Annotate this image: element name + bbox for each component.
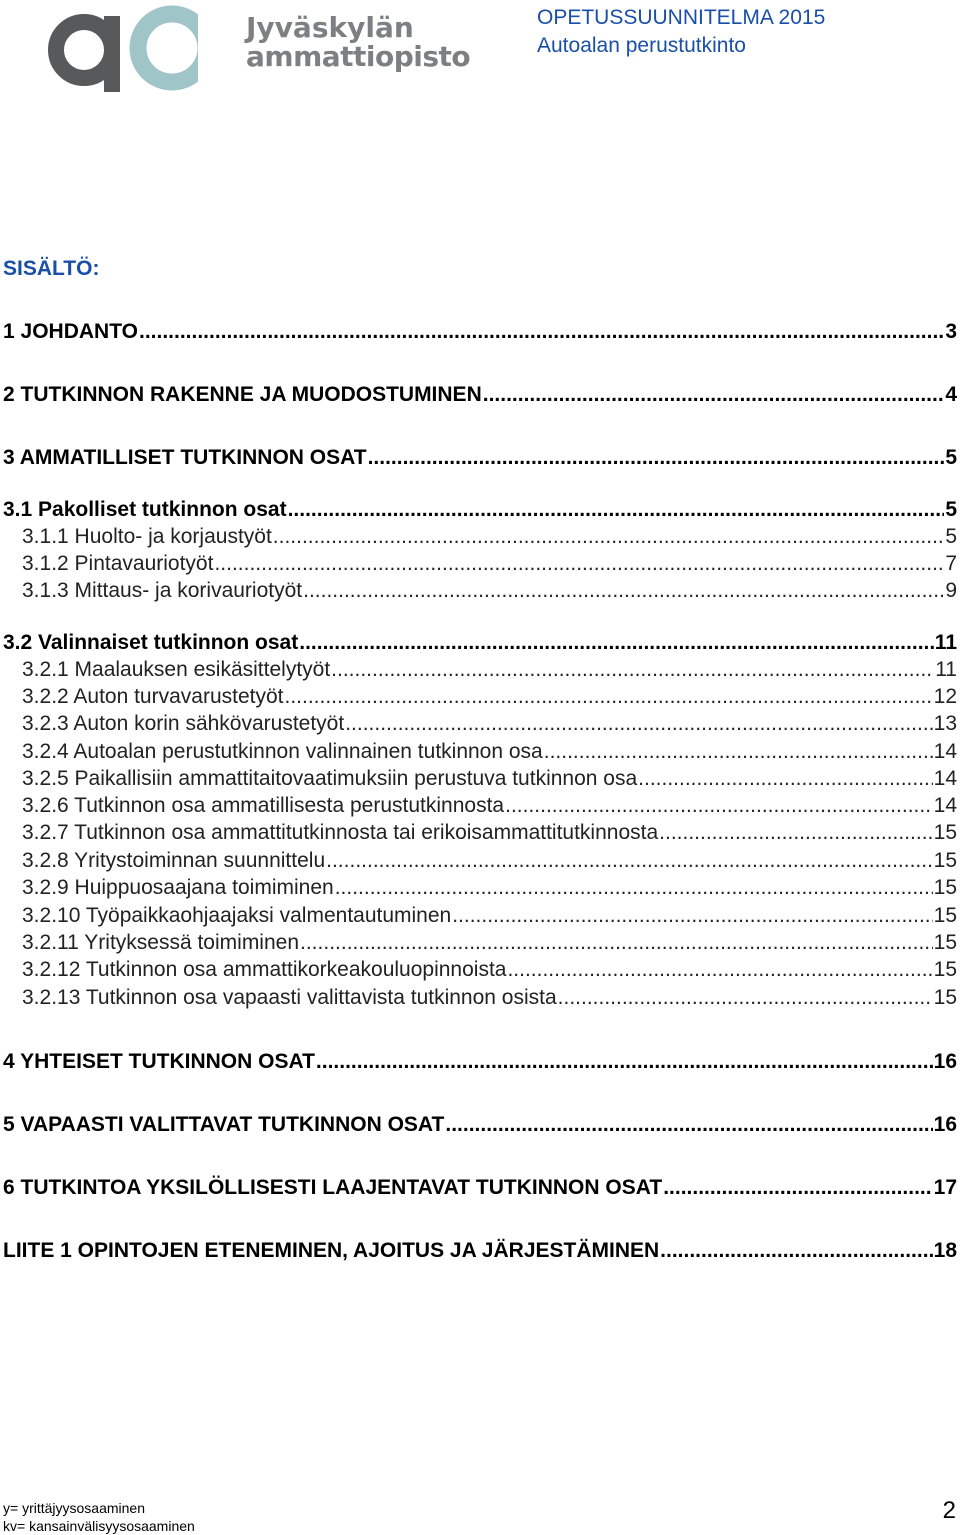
toc-entry-yritystoiminnan-suunnittelu[interactable] (22, 849, 957, 873)
toc-entry-label: 3.1 Pakolliset tutkinnon osat (3, 498, 287, 521)
toc-leader-dots (299, 631, 934, 655)
toc-leader-dots (505, 794, 933, 818)
toc-entry-page: 4 (945, 383, 957, 406)
footer-abbreviations (3, 1499, 195, 1535)
toc-entry-sahkovarustetyot[interactable] (22, 712, 957, 736)
toc-entry-label: 3.2.13 Tutkinnon osa vapaasti valittavista tutkinnon osista (22, 986, 557, 1009)
toc-entry-page: 16 (933, 1050, 957, 1073)
toc-entry-page: 17 (933, 1176, 957, 1199)
toc-entry-valinnaiset[interactable] (3, 631, 957, 655)
toc-leader-dots (300, 931, 933, 955)
toc-entry-yhteiset[interactable] (3, 1050, 957, 1074)
toc-entry-label: 2 TUTKINNON RAKENNE JA MUODOSTUMINEN (3, 383, 482, 406)
toc-entry-label: 3.2.5 Paikallisiin ammattitaitovaatimuksiin perustuva tutkinnon osa (22, 767, 638, 790)
toc-entry-vapaasti-valittavat[interactable] (3, 1113, 957, 1137)
toc-entry-page: 14 (933, 740, 957, 763)
document-header (537, 4, 825, 60)
toc-entry-page: 15 (933, 876, 957, 899)
logo-wordmark (246, 11, 471, 73)
toc-entry-label: 3.2.7 Tutkinnon osa ammattitutkinnosta tai erikoisammattitutkinnosta (22, 821, 659, 844)
toc-leader-dots (326, 849, 933, 873)
toc-entry-yksilollisesti-laajentavat[interactable] (3, 1176, 957, 1200)
toc-entry-label: 3.2 Valinnaiset tutkinnon osat (3, 631, 299, 654)
toc-entry-label: 3.2.10 Työpaikkaohjaajaksi valmentautuminen (22, 904, 452, 927)
toc-leader-dots (659, 821, 932, 845)
toc-entry-huolto[interactable] (22, 525, 957, 549)
logo-name-line1: Jyväskylän (246, 11, 414, 44)
jyvaskylan-ammattiopisto-logo (48, 0, 471, 100)
toc-entry-page: 5 (945, 525, 957, 548)
toc-entry-ammattikorkeakoulu[interactable] (22, 958, 957, 982)
toc-leader-dots (335, 876, 933, 900)
toc-leader-dots (544, 740, 933, 764)
toc-entry-pintavauriotyot[interactable] (22, 552, 957, 576)
toc-leader-dots (288, 498, 945, 522)
toc-entry-page: 15 (933, 986, 957, 1009)
toc-entry-page: 14 (933, 794, 957, 817)
toc-entry-ammatillisesta[interactable] (22, 794, 957, 818)
toc-leader-dots (445, 1113, 932, 1137)
toc-leader-dots (285, 685, 933, 709)
toc-entry-liite-1[interactable] (3, 1239, 957, 1263)
toc-entry-page: 11 (934, 631, 957, 654)
toc-entry-johdanto[interactable] (3, 320, 957, 344)
toc-entry-label: 3.2.9 Huippuosaajana toimiminen (22, 876, 334, 899)
toc-entry-page: 16 (933, 1113, 957, 1136)
toc-entry-valinnainen-tutkinnon-osa[interactable] (22, 740, 957, 764)
toc-entry-page: 11 (935, 658, 957, 681)
toc-entry-label: 3.1.3 Mittaus- ja korivauriotyöt (22, 579, 303, 602)
toc-entry-page: 3 (945, 320, 957, 343)
toc-leader-dots (638, 767, 932, 791)
ao-logo-mark (48, 0, 198, 100)
toc-entry-tyopaikkaohjaajaksi[interactable] (22, 904, 957, 928)
toc-entry-page: 14 (933, 767, 957, 790)
toc-entry-yrityksessa-toimiminen[interactable] (22, 931, 957, 955)
footer-note-kv: kv= kansainvälisyysosaaminen (3, 1518, 195, 1534)
toc-entry-pakolliset[interactable] (3, 498, 957, 522)
document-title: OPETUSSUUNNITELMA 2015 (537, 6, 826, 29)
toc-leader-dots (483, 383, 945, 407)
toc-leader-dots (303, 579, 944, 603)
toc-entry-page: 18 (933, 1239, 957, 1262)
toc-entry-vapaasti-valittavista[interactable] (22, 986, 957, 1010)
toc-entry-label: 6 TUTKINTOA YKSILÖLLISESTI LAAJENTAVAT TUTKINNON OSAT (3, 1176, 663, 1199)
toc-entry-page: 9 (945, 579, 957, 602)
toc-leader-dots (368, 446, 945, 470)
toc-entry-page: 7 (945, 552, 957, 575)
toc-entry-label: 3.2.11 Yrityksessä toimiminen (22, 931, 300, 954)
toc-leader-dots (663, 1176, 932, 1200)
toc-entry-page: 5 (945, 446, 957, 469)
page-number: 2 (942, 1497, 956, 1524)
toc-entry-label: 3.2.4 Autoalan perustutkinnon valinnainen tutkinnon osa (22, 740, 543, 763)
toc-entry-turvavarustetyot[interactable] (22, 685, 957, 709)
toc-entry-paikallisiin[interactable] (22, 767, 957, 791)
toc-entry-page: 15 (933, 958, 957, 981)
toc-entry-page: 15 (933, 849, 957, 872)
toc-leader-dots (452, 904, 932, 928)
logo-name-line2: ammattiopisto (246, 39, 471, 73)
toc-entry-label: 5 VAPAASTI VALITTAVAT TUTKINNON OSAT (3, 1113, 445, 1136)
toc-entry-label: 3.2.3 Auton korin sähkövarustetyöt (22, 712, 345, 735)
toc-leader-dots (139, 320, 944, 344)
toc-entry-label: LIITE 1 OPINTOJEN ETENEMINEN, AJOITUS JA JÄRJESTÄMINEN (3, 1239, 660, 1262)
toc-heading: SISÄLTÖ: (3, 257, 100, 280)
toc-entry-label: 3.2.1 Maalauksen esikäsittelytyöt (22, 658, 331, 681)
toc-entry-label: 3.2.8 Yritystoiminnan suunnittelu (22, 849, 326, 872)
toc-leader-dots (558, 986, 933, 1010)
toc-leader-dots (660, 1239, 932, 1263)
toc-entry-huippuosaajana[interactable] (22, 876, 957, 900)
toc-entry-label: 4 YHTEISET TUTKINNON OSAT (3, 1050, 315, 1073)
toc-leader-dots (214, 552, 944, 576)
toc-entry-tutkinnon-rakenne[interactable] (3, 383, 957, 407)
toc-leader-dots (507, 958, 932, 982)
toc-entry-page: 15 (933, 931, 957, 954)
toc-entry-page: 12 (933, 685, 957, 708)
toc-entry-label: 3 AMMATILLISET TUTKINNON OSAT (3, 446, 367, 469)
toc-leader-dots (273, 525, 945, 549)
document-subtitle: Autoalan perustutkinto (537, 34, 746, 57)
toc-leader-dots (345, 712, 932, 736)
toc-entry-page: 15 (933, 821, 957, 844)
toc-entry-maalauksen-esikasittely[interactable] (22, 658, 957, 682)
toc-entry-label: 3.2.12 Tutkinnon osa ammattikorkeakouluopinnoista (22, 958, 507, 981)
toc-leader-dots (316, 1050, 933, 1074)
toc-entry-label: 3.2.2 Auton turvavarustetyöt (22, 685, 284, 708)
toc-entry-mittaus[interactable] (22, 579, 957, 603)
toc-entry-ammatilliset-tutkinnon-osat[interactable] (3, 446, 957, 470)
footer-note-y: y= yrittäjyysosaaminen (3, 1500, 146, 1516)
toc-entry-label: 1 JOHDANTO (3, 320, 138, 343)
toc-leader-dots (331, 658, 934, 682)
toc-entry-page: 5 (945, 498, 957, 521)
toc-entry-label: 3.1.2 Pintavauriotyöt (22, 552, 214, 575)
toc-entry-page: 13 (933, 712, 957, 735)
toc-entry-ammattitutkinnosta[interactable] (22, 821, 957, 845)
toc-entry-label: 3.2.6 Tutkinnon osa ammatillisesta perustutkinnosta (22, 794, 505, 817)
toc-entry-page: 15 (933, 904, 957, 927)
toc-entry-label: 3.1.1 Huolto- ja korjaustyöt (22, 525, 272, 548)
